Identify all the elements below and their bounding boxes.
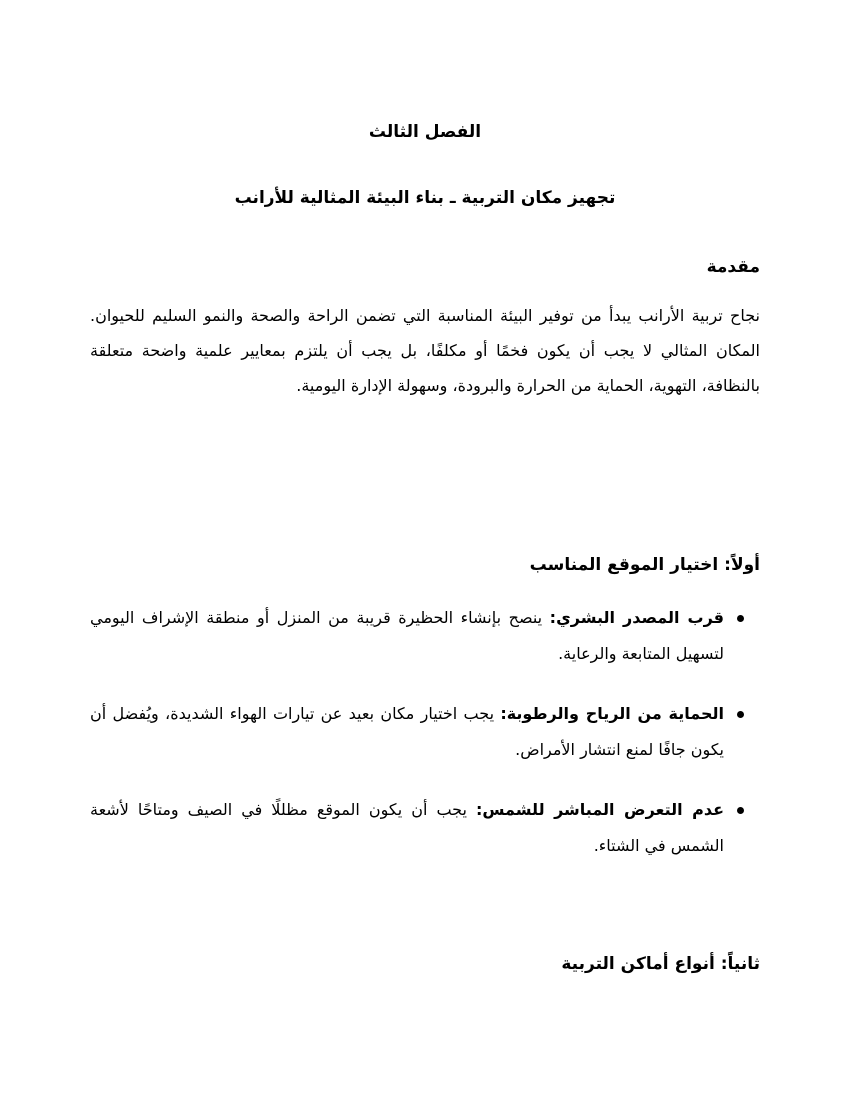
section2-heading: ثانياً: أنواع أماكن التربية [561, 954, 760, 974]
intro-paragraph: نجاح تربية الأرانب يبدأ من توفير البيئة المناسبة التي تضمن الراحة والصحة والنمو السليم للحيوان. المكان المثالي لا يجب أن يكون فخمًا أو مكلفًا، بل يجب أن يلتزم بمعايير علمية واضحة متعلقة بالنظافة، التهوية، الحماية من الحرارة والبرودة، وسهولة الإدارة اليومية. [90, 306, 760, 395]
chapter-label: الفصل الثالث [368, 122, 482, 142]
bullet-icon [737, 711, 744, 718]
list-item [90, 600, 760, 672]
list-item [90, 792, 760, 864]
bullet-icon [737, 615, 744, 622]
list-item-term: قرب المصدر البشري: [549, 608, 724, 627]
section1-heading: أولاً: اختيار الموقع المناسب [529, 555, 760, 575]
intro-heading: مقدمة [706, 257, 760, 277]
list-item-text: ينصح بإنشاء الحظيرة قريبة من المنزل أو منطقة الإشراف اليومي لتسهيل المتابعة والرعاية. [90, 608, 724, 663]
list-item-term: الحماية من الرياح والرطوبة: [500, 704, 724, 723]
main-title: تجهيز مكان التربية ـ بناء البيئة المثالية للأرانب [234, 188, 616, 208]
document-page [90, 0, 760, 1100]
site-criteria-list [90, 600, 760, 888]
list-item-text: يجب أن يكون الموقع مظللًا في الصيف ومتاحًا لأشعة الشمس في الشتاء. [90, 800, 724, 855]
list-item-term: عدم التعرض المباشر للشمس: [476, 800, 725, 819]
bullet-icon [737, 807, 744, 814]
list-item-text: يجب اختيار مكان بعيد عن تيارات الهواء الشديدة، ويُفضل أن يكون جافًا لمنع انتشار الأمراض. [90, 704, 724, 759]
list-item [90, 696, 760, 768]
